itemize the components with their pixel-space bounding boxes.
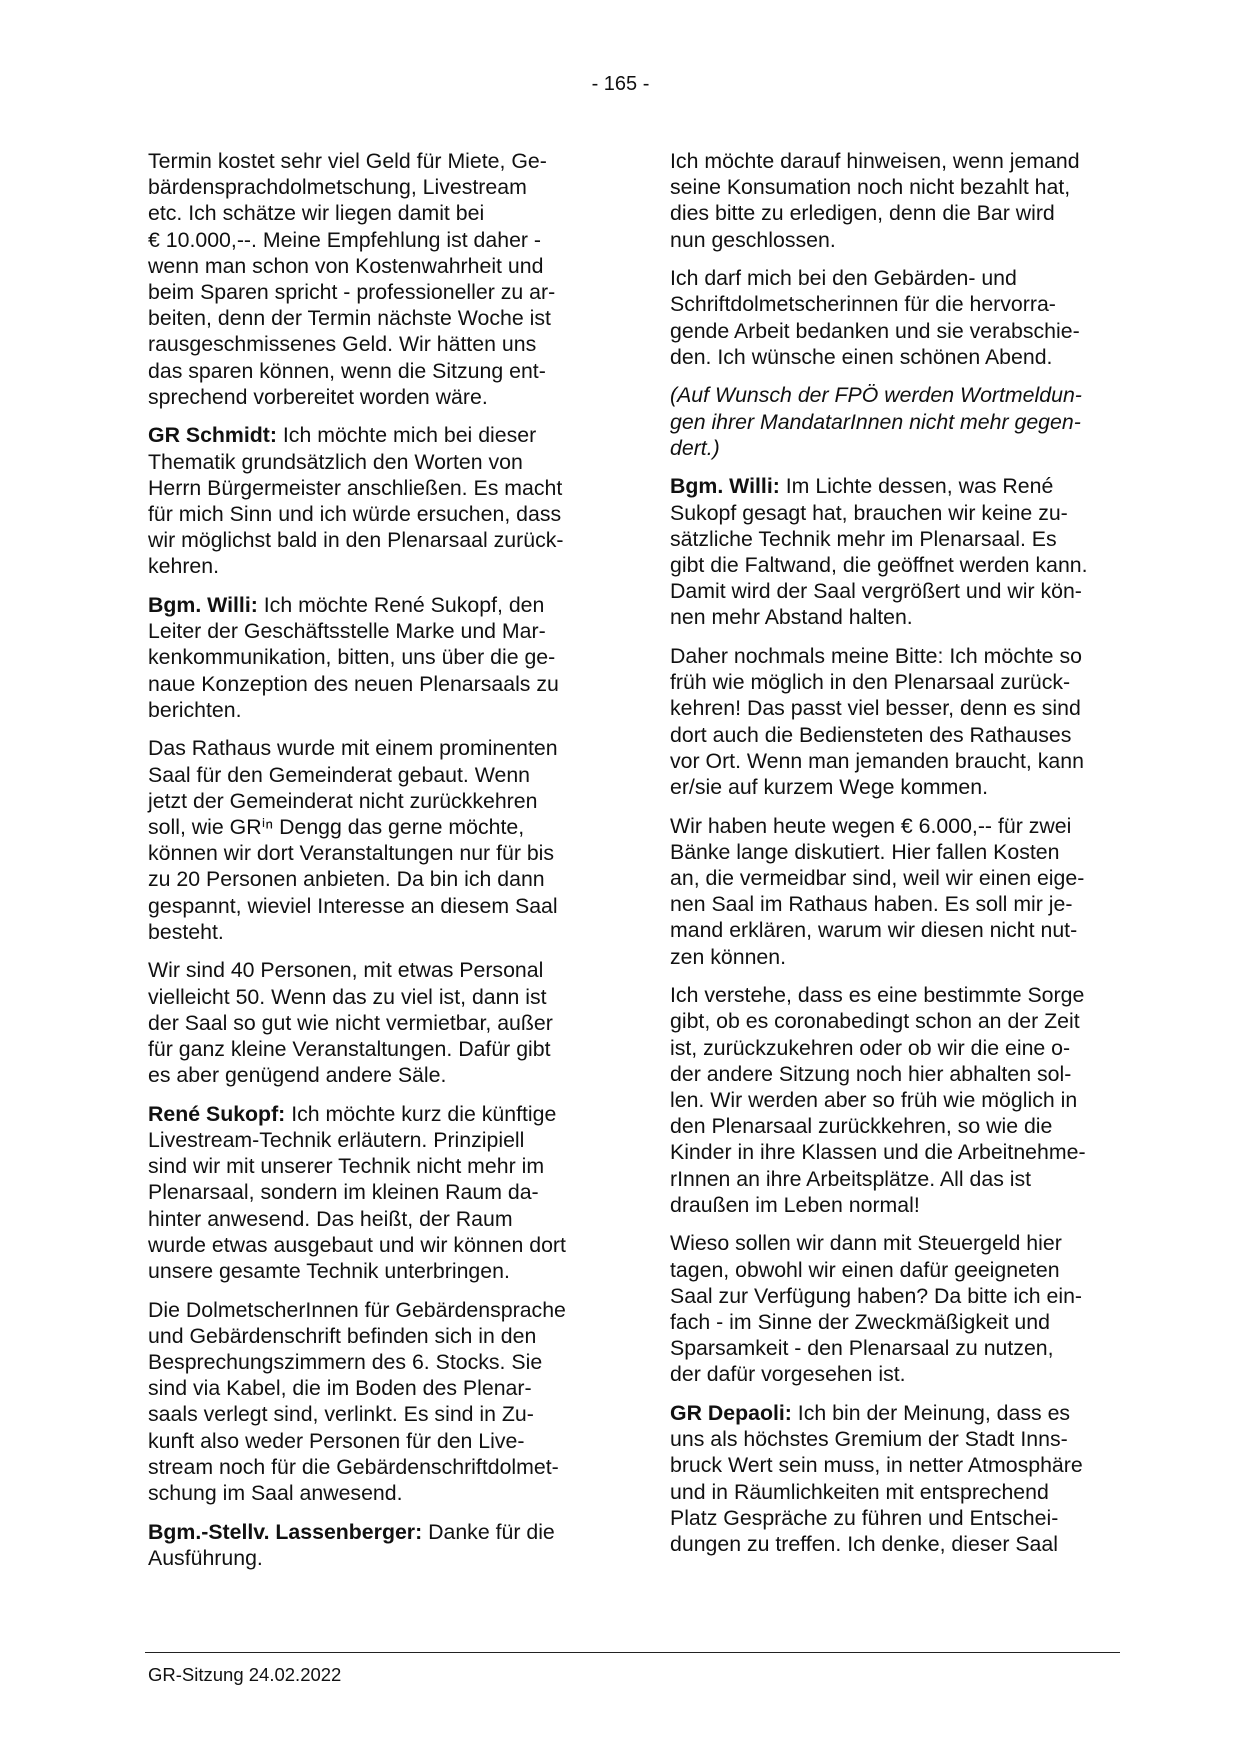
line-text: Ich möchte René Sukopf, den	[263, 593, 545, 618]
page-number: - 165 -	[591, 73, 650, 95]
text-line: Leiter der Geschäftsstelle Marke und Mar-	[148, 619, 546, 644]
paragraph	[670, 382, 1118, 461]
text-line: ist, zurückzukehren oder ob wir die eine o-	[670, 1035, 1071, 1060]
speaker-name: Bgm. Willi:	[670, 474, 780, 499]
text-line: Wir haben heute wegen € 6.000,-- für zwei	[670, 813, 1072, 838]
left-column	[148, 148, 596, 1583]
text-line: und in Räumlichkeiten mit entsprechend	[670, 1479, 1049, 1504]
text-line: bärdensprachdolmetschung, Livestream	[148, 175, 527, 200]
paragraph	[670, 982, 1118, 1218]
speaker-paragraph	[148, 422, 596, 579]
text-line: vielleicht 50. Wenn das zu viel ist, dann ist	[148, 984, 547, 1009]
text-line: nun geschlossen.	[670, 227, 836, 252]
text-line: bruck Wert sein muss, in netter Atmosphäre	[670, 1453, 1083, 1478]
text-line: sprechend vorbereitet worden wäre.	[148, 384, 488, 409]
text-line: berichten.	[148, 697, 242, 722]
text-line: Die DolmetscherInnen für Gebärdensprache	[148, 1297, 566, 1322]
line-text: Ich möchte kurz die künftige	[291, 1101, 557, 1126]
text-line	[148, 1101, 596, 1127]
text-line: dies bitte zu erledigen, denn die Bar wird	[670, 201, 1055, 226]
line-text: Danke für die	[428, 1519, 555, 1544]
speaker-name: Bgm. Willi:	[148, 593, 258, 618]
text-line: Wir sind 40 Personen, mit etwas Personal	[148, 958, 544, 983]
text-line: zen können.	[670, 944, 787, 969]
text-line: Daher nochmals meine Bitte: Ich möchte so	[670, 644, 1082, 669]
text-line: Ich darf mich bei den Gebärden- und	[670, 266, 1017, 291]
paragraph	[148, 148, 596, 410]
text-line: fach - im Sinne der Zweckmäßigkeit und	[670, 1310, 1050, 1335]
text-line: saals verlegt sind, verlinkt. Es sind in Zu-	[148, 1402, 534, 1427]
text-line	[148, 422, 596, 448]
text-line: wurde etwas ausgebaut und wir können dort	[148, 1232, 566, 1257]
text-line: Thematik grundsätzlich den Worten von	[148, 449, 523, 474]
speaker-name: GR Depaoli:	[670, 1401, 792, 1426]
text-line: tagen, obwohl wir einen dafür geeigneten	[670, 1257, 1060, 1282]
text-line: besteht.	[148, 919, 224, 944]
text-line: Schriftdolmetscherinnen für die hervorra-	[670, 292, 1056, 317]
text-line: der Saal so gut wie nicht vermietbar, außer	[148, 1010, 553, 1035]
text-line: es aber genügend andere Säle.	[148, 1063, 447, 1088]
paragraph	[148, 1297, 596, 1507]
paragraph	[670, 1230, 1118, 1387]
paragraph	[148, 735, 596, 945]
line-text: Im Lichte dessen, was René	[785, 474, 1054, 499]
text-line: wir möglichst bald in den Plenarsaal zurück-	[148, 528, 564, 553]
text-line: Platz Gespräche zu führen und Entschei-	[670, 1505, 1059, 1530]
text-line: vor Ort. Wenn man jemanden braucht, kann	[670, 748, 1084, 773]
text-line: beiten, denn der Termin nächste Woche ist	[148, 306, 551, 331]
footer-divider	[145, 1652, 1120, 1653]
text-line: Plenarsaal, sondern im kleinen Raum da-	[148, 1180, 539, 1205]
text-line	[148, 592, 596, 618]
text-line: mand erklären, warum wir diesen nicht nut-	[670, 918, 1078, 943]
footer-session-date: GR-Sitzung 24.02.2022	[148, 1664, 342, 1685]
text-line: Kinder in ihre Klassen und die Arbeitnehme-	[670, 1140, 1086, 1165]
right-column	[670, 148, 1118, 1570]
text-line: Termin kostet sehr viel Geld für Miete, Ge-	[148, 149, 547, 173]
text-line: können wir dort Veranstaltungen nur für bis	[148, 841, 555, 866]
text-line: zu 20 Personen anbieten. Da bin ich dann	[148, 867, 545, 892]
text-line: kehren! Das passt viel besser, denn es sind	[670, 696, 1081, 721]
text-line: und Gebärdenschrift befinden sich in den	[148, 1323, 537, 1348]
text-line: Besprechungszimmern des 6. Stocks. Sie	[148, 1350, 543, 1375]
text-line: nen mehr Abstand halten.	[670, 605, 913, 630]
text-line: schung im Saal anwesend.	[148, 1481, 403, 1506]
text-line: € 10.000,--. Meine Empfehlung ist daher -	[148, 227, 542, 252]
speaker-name: René Sukopf:	[148, 1101, 286, 1126]
text-line: gespannt, wieviel Interesse an diesem Saal	[148, 893, 558, 918]
text-line: Ich verstehe, dass es eine bestimmte Sorge	[670, 983, 1085, 1008]
text-line: Bänke lange diskutiert. Hier fallen Kosten	[670, 839, 1060, 864]
text-line: gibt, ob es coronabedingt schon an der Zeit	[670, 1009, 1080, 1034]
text-line: für mich Sinn und ich würde ersuchen, dass	[148, 502, 562, 527]
text-line: Das Rathaus wurde mit einem prominenten	[148, 736, 558, 761]
line-text: Ich bin der Meinung, dass es	[797, 1401, 1071, 1426]
text-line: Herrn Bürgermeister anschließen. Es macht	[148, 475, 563, 500]
paragraph	[148, 957, 596, 1088]
speaker-paragraph	[670, 473, 1118, 630]
text-line: hinter anwesend. Das heißt, der Raum	[148, 1206, 513, 1231]
text-line: seine Konsumation noch nicht bezahlt hat,	[670, 175, 1071, 200]
text-line: draußen im Leben normal!	[670, 1192, 920, 1217]
text-line: gende Arbeit bedanken und sie verabschie-	[670, 318, 1080, 343]
text-line: kunft also weder Personen für den Live-	[148, 1428, 525, 1453]
speaker-name: GR Schmidt:	[148, 423, 277, 448]
speaker-paragraph	[670, 1400, 1118, 1557]
text-line: sind wir mit unserer Technik nicht mehr im	[148, 1154, 545, 1179]
paragraph	[670, 813, 1118, 970]
text-line: der dafür vorgesehen ist.	[670, 1362, 906, 1387]
text-line: Ausführung.	[148, 1545, 263, 1570]
text-line: jetzt der Gemeinderat nicht zurückkehren	[148, 788, 538, 813]
text-line: Wieso sollen wir dann mit Steuergeld hier	[670, 1231, 1062, 1256]
text-line: Ich möchte darauf hinweisen, wenn jemand	[670, 149, 1080, 173]
text-line: uns als höchstes Gremium der Stadt Inns-	[670, 1427, 1068, 1452]
text-line: sätzliche Technik mehr im Plenarsaal. Es	[670, 526, 1057, 551]
text-line: dort auch die Bediensteten des Rathauses	[670, 722, 1072, 747]
text-line: für ganz kleine Veranstaltungen. Dafür gibt	[148, 1037, 551, 1062]
speaker-paragraph	[148, 592, 596, 723]
text-line: etc. Ich schätze wir liegen damit bei	[148, 201, 485, 226]
speaker-paragraph	[148, 1519, 596, 1571]
paragraph	[670, 643, 1118, 800]
text-line: den. Ich wünsche einen schönen Abend.	[670, 344, 1053, 369]
text-line: nen Saal im Rathaus haben. Es soll mir je-	[670, 892, 1073, 917]
paragraph	[670, 265, 1118, 370]
text-line: unsere gesamte Technik unterbringen.	[148, 1259, 510, 1284]
text-line: Damit wird der Saal vergrößert und wir kön-	[670, 579, 1082, 604]
text-line: der andere Sitzung noch hier abhalten sol-	[670, 1061, 1072, 1086]
line-text: Ich möchte mich bei dieser	[282, 423, 537, 448]
text-line: stream noch für die Gebärdenschriftdolmet-	[148, 1454, 559, 1479]
text-line: dungen zu treffen. Ich denke, dieser Saal	[670, 1532, 1058, 1557]
text-line: kehren.	[148, 554, 220, 579]
text-line: rausgeschmissenes Geld. Wir hätten uns	[148, 332, 537, 357]
text-line: Sukopf gesagt hat, brauchen wir keine zu-	[670, 500, 1068, 525]
text-line: sind via Kabel, die im Boden des Plenar-	[148, 1376, 532, 1401]
text-line: das sparen können, wenn die Sitzung ent-	[148, 358, 546, 383]
text-line: kenkommunikation, bitten, uns über die ge-	[148, 645, 556, 670]
text-line: beim Sparen spricht - professioneller zu ar-	[148, 280, 556, 305]
text-line	[670, 1400, 1118, 1426]
text-line: soll, wie GRⁱⁿ Dengg das gerne möchte,	[148, 815, 525, 840]
text-line: naue Konzeption des neuen Plenarsaals zu	[148, 671, 559, 696]
paragraph	[670, 148, 1118, 253]
text-line	[670, 473, 1118, 499]
text-line: (Auf Wunsch der FPÖ werden Wortmeldun-	[670, 383, 1082, 408]
text-line: gibt die Faltwand, die geöffnet werden kann.	[670, 553, 1088, 578]
text-line: len. Wir werden aber so früh wie möglich in	[670, 1088, 1078, 1113]
text-line: dert.)	[670, 435, 720, 460]
text-line: er/sie auf kurzem Wege kommen.	[670, 775, 988, 800]
text-line: gen ihrer MandatarInnen nicht mehr gegen-	[670, 409, 1081, 434]
text-line: rInnen an ihre Arbeitsplätze. All das ist	[670, 1166, 1032, 1191]
text-line: Livestream-Technik erläutern. Prinzipiell	[148, 1128, 525, 1153]
speaker-name: Bgm.-Stellv. Lassenberger:	[148, 1519, 423, 1544]
text-line: früh wie möglich in den Plenarsaal zurück-	[670, 670, 1071, 695]
text-line: Saal zur Verfügung haben? Da bitte ich ein-	[670, 1283, 1083, 1308]
speaker-paragraph	[148, 1101, 596, 1284]
text-line: Sparsamkeit - den Plenarsaal zu nutzen,	[670, 1336, 1054, 1361]
text-line	[148, 1519, 596, 1545]
text-line: an, die vermeidbar sind, weil wir einen eige-	[670, 866, 1085, 891]
text-line: Saal für den Gemeinderat gebaut. Wenn	[148, 762, 531, 787]
text-line: wenn man schon von Kostenwahrheit und	[148, 253, 544, 278]
text-line: den Plenarsaal zurückkehren, so wie die	[670, 1114, 1053, 1139]
